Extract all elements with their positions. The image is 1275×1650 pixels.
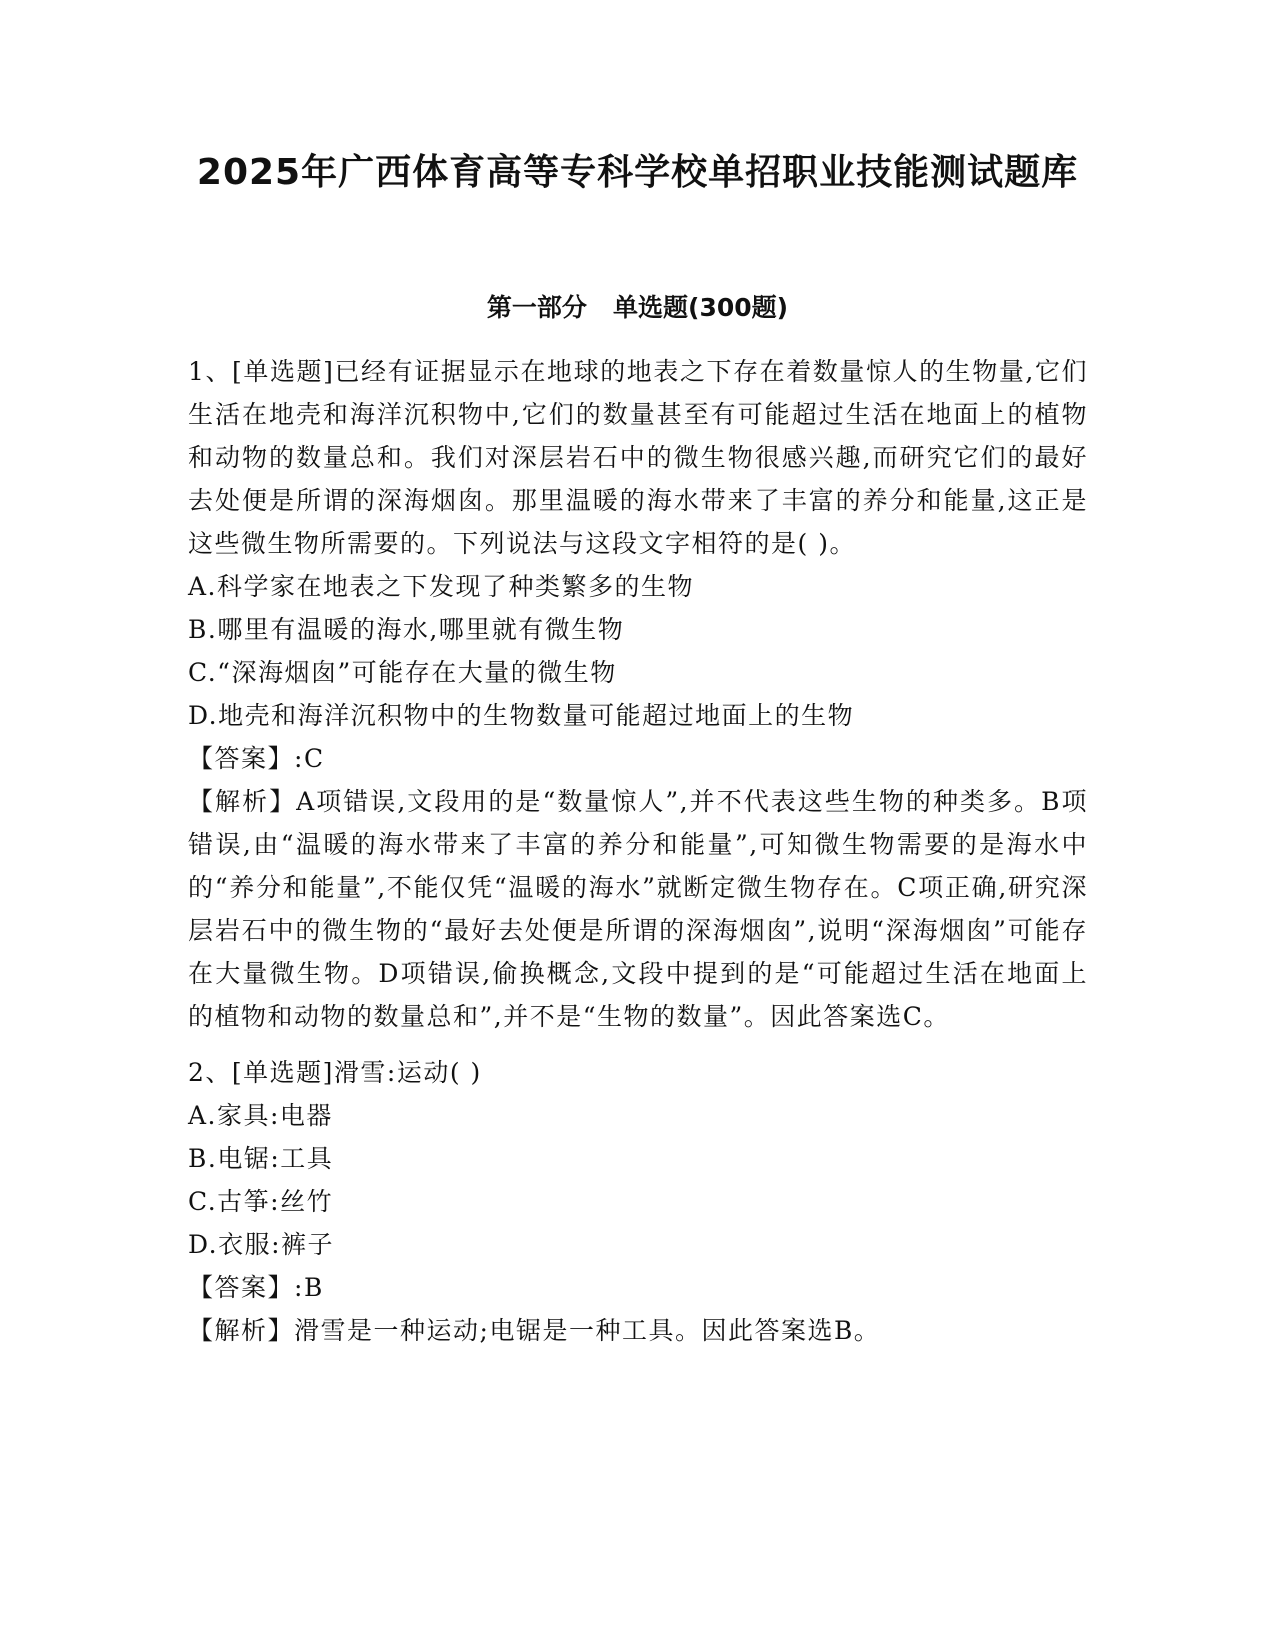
option-c: C.“深海烟囱”可能存在大量的微生物 [188, 658, 617, 687]
question-stem-text: 已经有证据显示在地球的地表之下存在着数量惊人的生物量,它们生活在地壳和海洋沉积物中,它们的数量甚至有可能超过生活在地面上的植物和动物的数量总和。我们对深层岩石中的微生物很感兴趣,而研究它们的最好去处便是所谓的深海烟囱。那里温暖的海水带来了丰富的养分和能量,这正是这些微生物所需要的。下列说法与这段文字相符的是( )。 [188, 357, 1088, 558]
analysis-paragraph [188, 780, 1088, 1038]
section-title [0, 290, 1275, 326]
answer-line [188, 1266, 1088, 1309]
section-gap [587, 293, 613, 322]
option-d: D.衣服:裤子 [188, 1230, 335, 1259]
question-stem [188, 1051, 1088, 1094]
analysis-text: 滑雪是一种运动;电锯是一种工具。因此答案选B。 [294, 1316, 881, 1345]
answer-value: B [303, 1273, 324, 1302]
question-2 [188, 1051, 1088, 1352]
answer-label: 【答案】: [188, 1273, 304, 1302]
document-title: 2025年广西体育高等专科学校单招职业技能测试题库 [196, 152, 1079, 193]
option-b: B.电锯:工具 [188, 1144, 334, 1173]
question-list [188, 350, 1088, 1365]
analysis-label: 【解析】 [188, 1316, 295, 1345]
option-c: C.古筝:丝竹 [188, 1187, 334, 1216]
question-number-type: 1、[单选题] [188, 357, 335, 386]
option-a: A.科学家在地表之下发现了种类繁多的生物 [188, 572, 695, 601]
section-part: 第一部分 [486, 293, 587, 322]
answer-value: C [303, 744, 325, 773]
question-stem-text: 滑雪:运动( ) [333, 1058, 482, 1087]
option-b: B.哪里有温暖的海水,哪里就有微生物 [188, 615, 625, 644]
question-number-type: 2、[单选题] [188, 1058, 334, 1087]
analysis-label: 【解析】 [188, 787, 297, 816]
answer-line [188, 737, 1088, 780]
option-d: D.地壳和海洋沉积物中的生物数量可能超过地面上的生物 [188, 701, 855, 730]
analysis-paragraph [188, 1309, 1088, 1352]
answer-label: 【答案】: [188, 744, 304, 773]
section-name: 单选题(300题) [613, 293, 789, 322]
analysis-text: A项错误,文段用的是“数量惊人”,并不代表这些生物的种类多。B项错误,由“温暖的海水带来了丰富的养分和能量”,可知微生物需要的是海水中的“养分和能量”,不能仅凭“温暖的海水”就断定微生物存在。C项正确,研究深层岩石中的微生物的“最好去处便是所谓的深海烟囱”,说明“深海烟囱”可能存在大量微生物。D项错误,偷换概念,文段中提到的是“可能超过生活在地面上的植物和动物的数量总和”,并不是“生物的数量”。因此答案选C。 [188, 787, 1088, 1031]
question-1 [188, 350, 1088, 1038]
question-stem [188, 350, 1088, 565]
option-a: A.家具:电器 [188, 1101, 333, 1130]
